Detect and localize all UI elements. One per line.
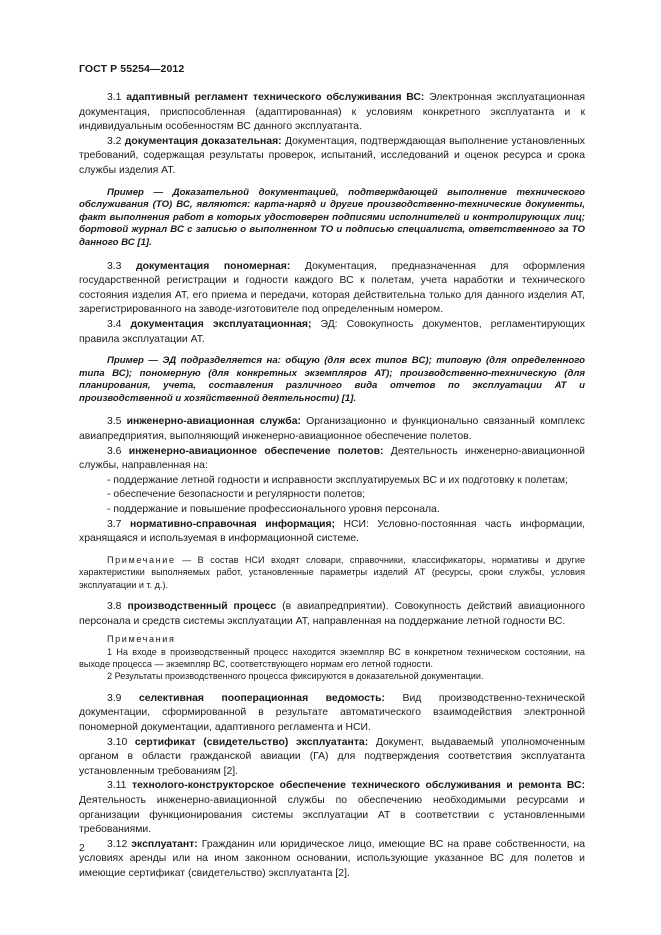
term-3-10 [79, 736, 585, 780]
term-number: 3.6 [107, 445, 122, 457]
term-number: 3.9 [107, 692, 122, 704]
term-definition: Вид производственно-технической документации, сформированной в результате автоматического взаимодействия электронной пономерной документации, адаптивного регламента и НСИ. [79, 692, 586, 734]
term-title: документация эксплуатационная; [130, 318, 312, 330]
note-label: Примечание [107, 554, 176, 565]
term-3-4 [79, 318, 585, 347]
list-item: - обеспечение безопасности и регулярности полетов; [107, 489, 366, 501]
example-1: Пример — Доказательной документацией, подтверждающей выполнение технического обслуживания (ТО) ВС, являются: карта-наряд и другие производственно-технические документы, факт выполнения работ в которых удостоверен подписями исполнителей и контролирующих лиц; бортовой журнал ВС с записью о выполненном ТО и подписью специалиста, ответственного за ТО данного ВС [1]. [79, 186, 585, 248]
term-3-2 [79, 135, 585, 179]
term-definition: Электронная эксплуатационная документация, приспособленная (адаптированная) к условиям конкретного эксплуатанта и к индивидуальным особенностям ВС данного эксплуатанта. [79, 92, 585, 133]
term-definition: ЭД: Совокупность документов, регламентирующих правила эксплуатации АТ. [79, 318, 586, 345]
term-3-7 [79, 518, 585, 547]
term-number: 3.4 [107, 318, 122, 330]
term-3-9 [79, 692, 585, 736]
notes-label: Примечания [107, 634, 176, 645]
term-3-12 [79, 838, 585, 882]
term-definition: НСИ: Условно-постоянная часть информации, хранящаяся и используемая в информационной системе. [79, 518, 586, 545]
document-body [79, 91, 585, 882]
term-number: 3.5 [107, 416, 122, 428]
term-3-1 [79, 91, 585, 135]
term-3-5 [79, 415, 585, 444]
term-definition: Гражданин или юридическое лицо, имеющие ВС на праве собственности, на условиях аренды или на ином законном основании, использующие указанное ВС для полетов и имеющие сертификат (свидетельство) эксплуатанта [2]. [79, 838, 585, 879]
term-definition: Деятельность инженерно-авиационной службы, направленная на: [79, 445, 585, 472]
term-3-8 [79, 600, 585, 629]
document-code: ГОСТ Р 55254—2012 [79, 63, 185, 75]
term-definition: Документ, выдаваемый уполномоченным органом в области гражданской авиации (ГА) для подтверждения соответствия эксплуатанта установленным требованиям [2]. [79, 736, 586, 777]
term-definition: Документация, предназначенная для оформления государственной регистрации и годности каждого ВС к полетам, учета наработки и технического состояния изделия АТ, его приема и передачи, которая действительна только для данного изделия АТ, зарегистрированного на заводе-изготовителе под определенным номером. [79, 260, 585, 316]
term-number: 3.8 [107, 601, 122, 613]
term-title: инженерно-авиационное обеспечение полетов: [128, 445, 384, 457]
term-number: 3.1 [107, 92, 122, 103]
term-definition: Деятельность инженерно-авиационной службы по обеспечению необходимыми ресурсами и организации функционирования системы эксплуатации АТ в соответствии с установленными требованиями. [79, 795, 585, 836]
term-title: документация пономерная: [136, 260, 291, 272]
term-title: селективная пооперационная ведомость: [138, 692, 385, 704]
term-title: сертификат (свидетельство) эксплуатанта: [134, 736, 369, 748]
term-3-11 [79, 779, 585, 837]
note-item: 2 Результаты производственного процесса фиксируются в доказательной документации. [107, 671, 484, 682]
term-number: 3.7 [107, 518, 122, 530]
term-title: нормативно-справочная информация; [129, 518, 336, 530]
term-title: производственный процесс [127, 601, 277, 613]
term-title: эксплуатант: [131, 838, 198, 850]
list-item: - поддержание и повышение профессионального уровня персонала. [107, 504, 440, 516]
note-1 [79, 554, 585, 591]
term-number: 3.2 [107, 135, 122, 147]
term-number: 3.11 [107, 780, 127, 792]
page-number: 2 [79, 843, 85, 854]
term-number: 3.12 [107, 838, 128, 850]
term-3-3 [79, 260, 585, 318]
term-number: 3.3 [107, 260, 122, 272]
term-title: адаптивный регламент технического обслуживания ВС: [126, 92, 425, 103]
term-3-6 [79, 445, 585, 474]
term-title: документация доказательная: [124, 135, 282, 147]
notes-2 [79, 633, 585, 683]
note-item: 1 На входе в производственный процесс находится экземпляр ВС в конкретном техническом состоянии, на выходе процесса — экземпляр ВС, соответствующего нормам его летной годности. [79, 646, 585, 670]
term-definition: Документация, подтверждающая выполнение установленных требований, содержащая результаты проверок, испытаний, исследований и оценок ресурса и срока службы изделия АТ. [79, 135, 585, 176]
list-item: - поддержание летной годности и исправности эксплуатируемых ВС и их подготовку к полетам; [107, 474, 568, 486]
note-text: — В состав НСИ входят словари, справочники, классификаторы, нормативы и другие характеристики выполняемых работ, установленные параметры изделий АТ (ресурсы, сроки службы, условия эксплуатации и т. д.). [79, 554, 586, 590]
example-2: Пример — ЭД подразделяется на: общую (для всех типов ВС); типовую (для определенного типа ВС); пономерную (для конкретных экземпляров АТ); производственно-техническую (для планирования, учета, составления различного вида отчетов по эксплуатации АТ и производственной и хозяйственной деятельности) [1]. [79, 355, 585, 404]
term-definition: (в авиапредприятии). Совокупность действий авиационного персонала и средств системы эксплуатации АТ, направленная на поддержание летной годности ВС. [79, 601, 586, 627]
term-title: технолого-конструкторское обеспечение технического обслуживания и ремонта ВС: [132, 780, 585, 792]
term-title: инженерно-авиационная служба: [126, 416, 301, 428]
term-definition: Организационно и функционально связанный комплекс авиапредприятия, выполняющий инженерно-авиационное обеспечение полетов. [79, 416, 585, 443]
term-number: 3.10 [107, 736, 128, 748]
